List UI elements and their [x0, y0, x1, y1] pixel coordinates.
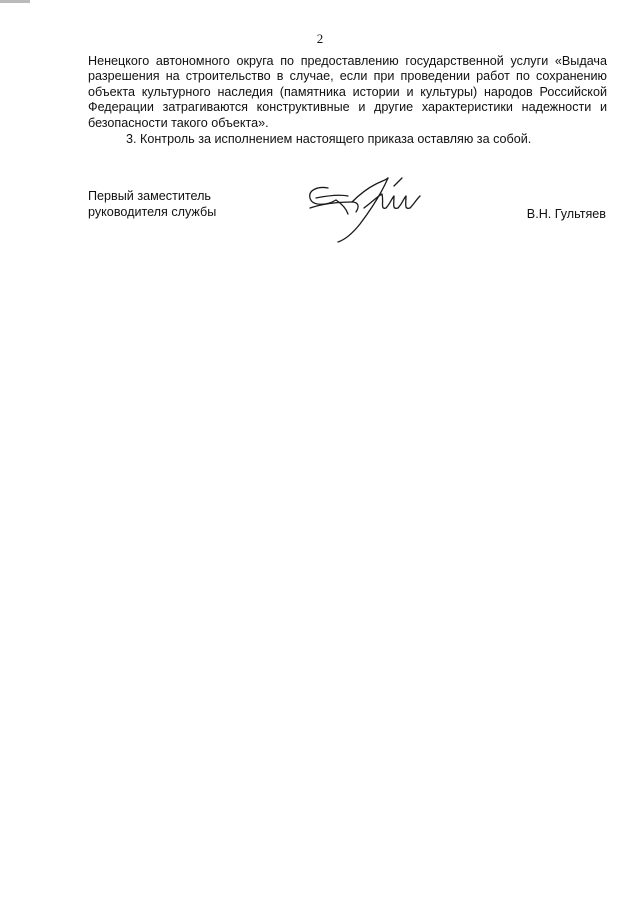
scan-edge-mark	[0, 0, 30, 3]
paragraph-continuation: Ненецкого автономного округа по предоставлению государственной услуги «Выдача разрешения на строительство в случае, если при проведении работ по сохранению объекта культурного наследия (памятника истории и культуры) народов Российской Федерации затрагиваются конструктивные и другие характеристики надежности и безопасности такого объекта».	[88, 54, 607, 130]
document-body	[88, 54, 607, 147]
signer-name: В.Н. Гультяев	[526, 207, 606, 221]
paragraph-3: 3. Контроль за исполнением настоящего приказа оставляю за собой.	[126, 132, 532, 147]
page-number: 2	[316, 31, 324, 46]
signer-position-line-1: Первый заместитель	[88, 189, 211, 203]
handwritten-signature	[302, 168, 430, 244]
signer-position-line-2: руководителя службы	[88, 205, 217, 219]
signer-position	[88, 188, 216, 220]
